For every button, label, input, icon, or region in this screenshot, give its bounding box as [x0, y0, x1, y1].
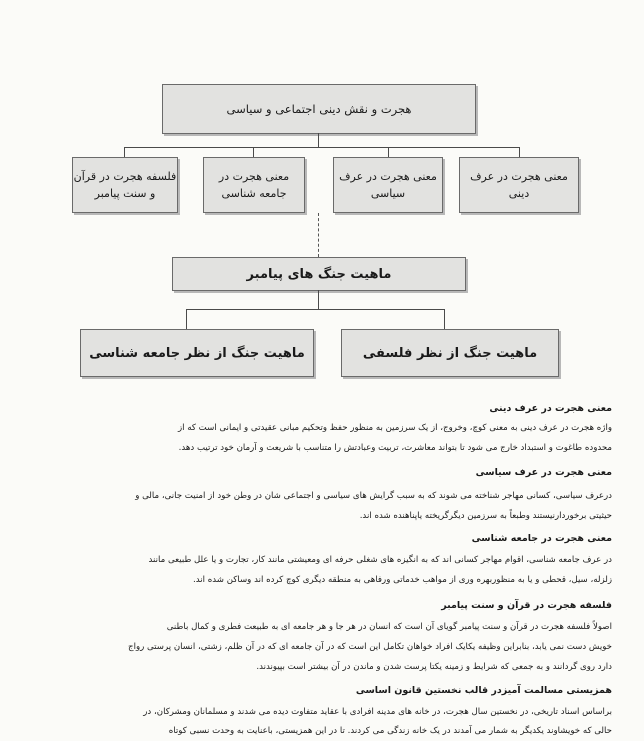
- section-5-line-1: براساس اسناد تاریخی، در نخستین سال هجرت، در خانه های مدینه افرادی با عقاید متفاوت دیده می شدند و مسلمانان ومشرکان، در: [143, 707, 612, 717]
- diagram-branch-1: [459, 157, 579, 213]
- diagram-middle-box: [172, 257, 466, 291]
- section-2-line-2: حیثیتی برخوردارنیستند وطبعاً به سرزمین دیگرگریخته یاپناهنده شده اند.: [359, 511, 612, 521]
- connector-branch-4: [124, 147, 125, 157]
- section-5-line-2: حالی که خویشاوند یکدیگر به شمار می آمدند در یک خانه زندگی می کردند. تا در این همزیستی، باعنایت به وحدت نسبی کوتاه: [168, 726, 612, 736]
- section-3-line-1: در عرف جامعه شناسی، اقوام مهاجر کسانی اند که به انگیزه های شغلی حرفه ای ومعیشتی مانند کار، تجارت و یا علل طبیعی مانند: [148, 555, 612, 565]
- section-2-heading: معنی هجرت در عرف سیاسی: [475, 467, 612, 478]
- diagram-branch-2: [333, 157, 443, 213]
- diagram-bottom-left-label: ماهیت جنگ از نظر جامعه شناسی: [89, 345, 305, 361]
- diagram-root-box: [162, 84, 476, 134]
- diagram-bottom-right: [341, 329, 559, 377]
- diagram-branch-1-label: معنی هجرت در عرف دینی: [470, 170, 568, 200]
- section-1-line-1: واژه هجرت در عرف دینی به معنی کوچ، وخروج، از یک سرزمین به منظور حفظ وتحکیم مبانی عقیدتی و ایمانی است که از: [177, 423, 612, 433]
- diagram-branch-3-label: معنی هجرت در جامعه شناسی: [218, 170, 290, 200]
- connector-branch-1: [519, 147, 520, 157]
- connector-middle-stem: [318, 290, 319, 309]
- section-4-heading: فلسفه هجرت در قرآن و سنت پیامبر: [441, 600, 612, 611]
- section-1-line-2: محدوده طاغوت و استبداد خارج می شود تا بتواند معاشرت، تربیت وعبادتش را متناسب با شریعت و آرمان خود ترتیب دهد.: [178, 443, 612, 453]
- diagram-branch-4: [72, 157, 178, 213]
- connector-bottom-bar: [186, 309, 444, 310]
- diagram-branch-3: [203, 157, 305, 213]
- connector-branch-2: [388, 147, 389, 157]
- section-4-line-3: دارد روی گردانند و به جمعی که شرایط و زمینه یکتا پرست شدن و ماندن در آن بیشتر است بپیوندند.: [256, 662, 612, 672]
- diagram-bottom-left: [80, 329, 314, 377]
- diagram-root-label: هجرت و نقش دینی اجتماعی و سیاسی: [226, 101, 412, 116]
- connector-bottom-left: [186, 309, 187, 329]
- connector-branches-bar: [124, 147, 519, 148]
- connector-branch-3: [253, 147, 254, 157]
- section-5-heading: همزیستی مسالمت آمیزدر قالب نخستین قانون اساسی: [355, 685, 612, 696]
- section-4-line-1: اصولاً فلسفه هجرت در قرآن و سنت پیامبر گویای آن است که انسان در هر جا و هر جامعه ای به طبیعت فطری و کمال باطنی: [166, 622, 612, 632]
- diagram-branch-4-label: فلسفه هجرت در قرآن و سنت پیامبر: [73, 170, 177, 200]
- connector-root-stem: [318, 133, 319, 147]
- section-3-line-2: زلزله، سیل، قحطی و یا به منظوربهره وری از مواهب خدماتی ورفاهی به منطقه دیگری کوچ کرده اند وساکن شده اند.: [193, 575, 612, 585]
- section-4-line-2: خویش دست نمی یابد، بنابراین وظیفه یکایک افراد خواهان تکامل این است که در آن جامعه ای که در آن ظلم، زشتی، انسان پرستی رواج: [128, 642, 612, 652]
- diagram-branch-2-label: معنی هجرت در عرف سیاسی: [339, 170, 437, 200]
- section-3-heading: معنی هجرت در جامعه شناسی: [471, 533, 612, 544]
- section-1-heading: معنی هجرت در عرف دینی: [489, 403, 612, 414]
- section-2-line-1: درعرف سیاسی، کسانی مهاجر شناخته می شوند که به سبب گرایش های سیاسی و اجتماعی شان در وطن خود از امنیت جانی، مالی و: [135, 491, 612, 501]
- connector-dotted: [318, 213, 319, 257]
- connector-bottom-right: [444, 309, 445, 329]
- diagram-bottom-right-label: ماهیت جنگ از نظر فلسفی: [362, 345, 538, 361]
- diagram-middle-label: ماهیت جنگ های پیامبر: [246, 266, 392, 282]
